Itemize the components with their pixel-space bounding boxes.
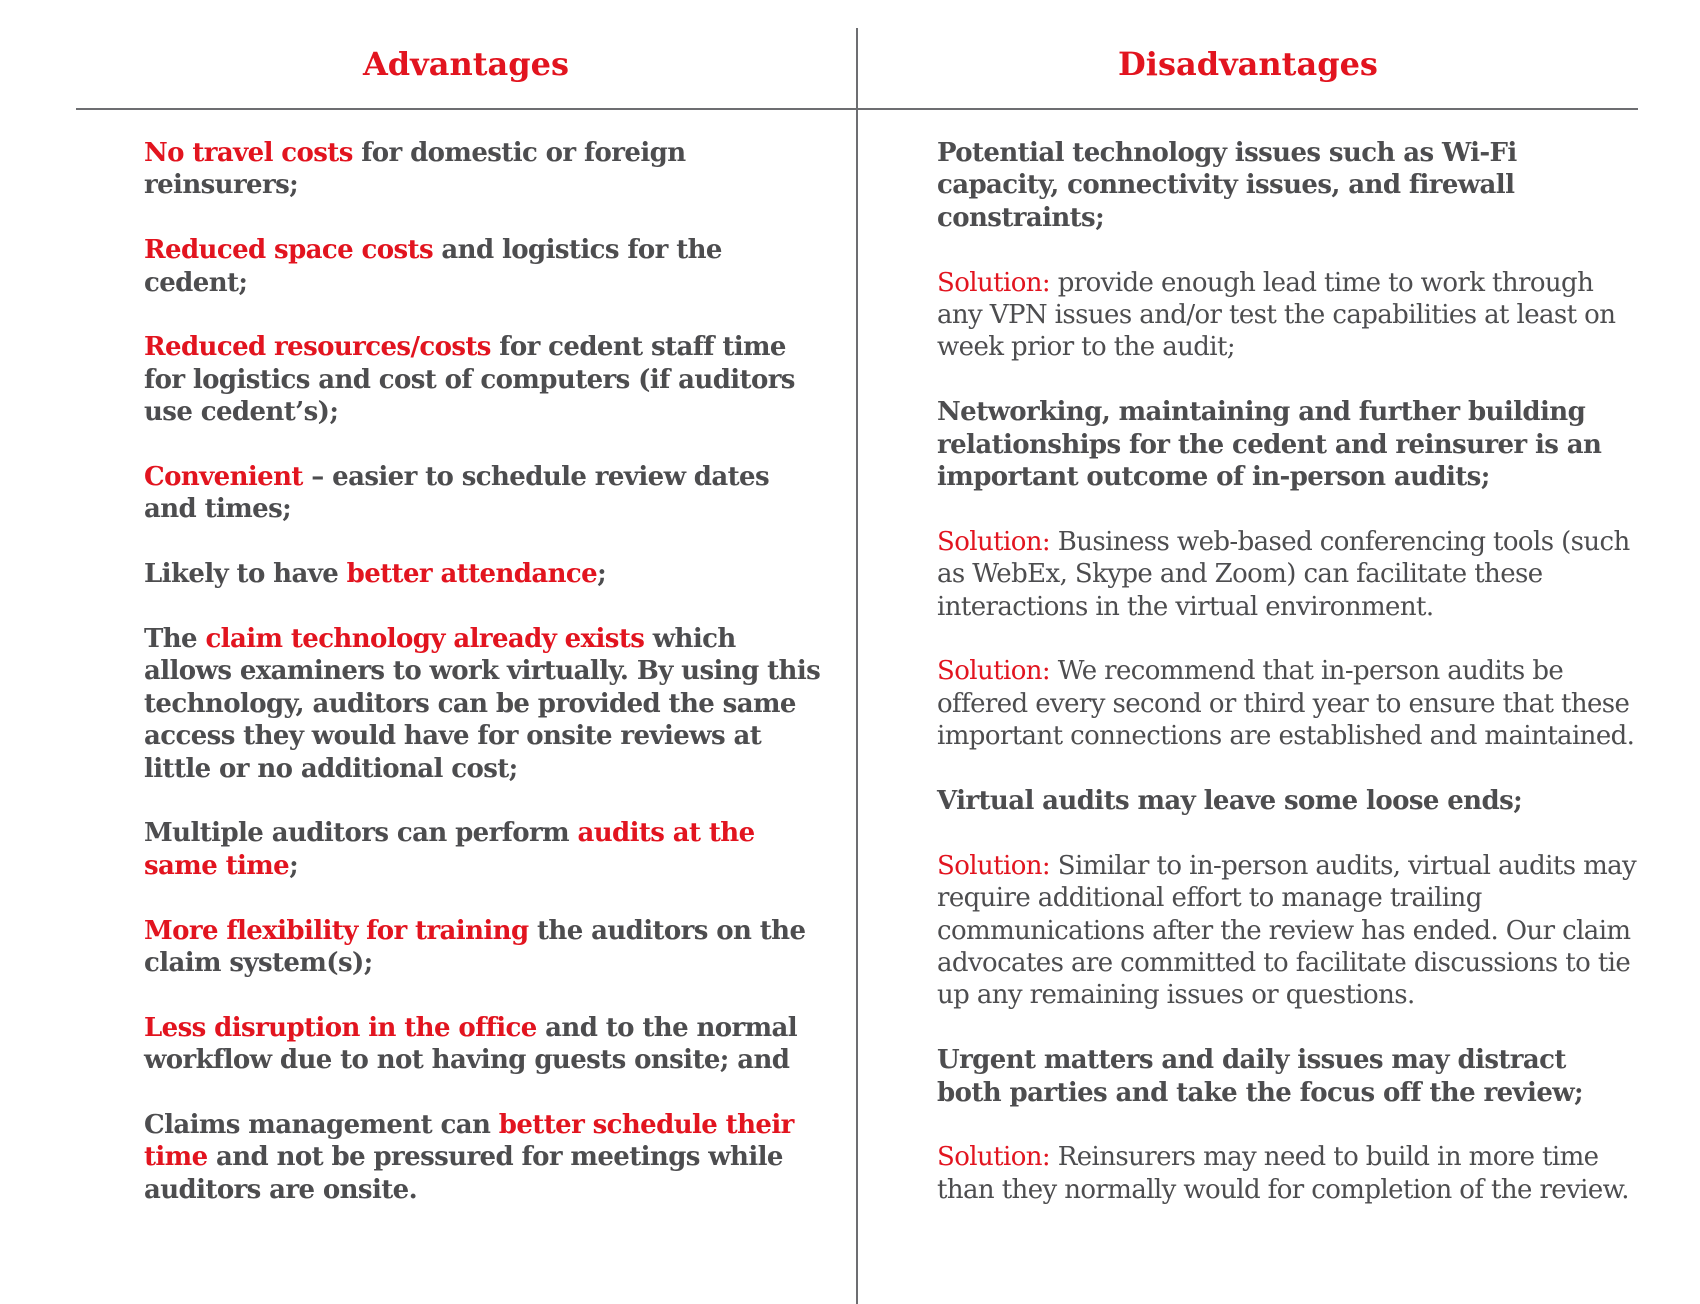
advantage-highlight: Convenient (144, 462, 303, 493)
column-divider (856, 28, 858, 1304)
solution-item (937, 526, 1637, 623)
advantage-item (144, 817, 822, 882)
advantage-item (144, 137, 822, 202)
advantage-item (144, 558, 822, 590)
advantage-highlight: better attendance (346, 559, 598, 590)
advantage-highlight: Less disruption in the office (144, 1012, 537, 1043)
advantage-text: ; (597, 559, 607, 590)
advantage-highlight: claim technology already exists (205, 624, 645, 655)
advantage-highlight: Reduced space costs (144, 235, 433, 266)
advantage-item (144, 1109, 822, 1206)
solution-item (937, 1141, 1637, 1206)
solution-item (937, 850, 1637, 1012)
solution-item (937, 655, 1637, 752)
advantage-text: the auditors on the claim system(s); (144, 915, 806, 979)
disadvantages-column (937, 137, 1637, 1239)
advantages-heading: Advantages (362, 45, 570, 83)
solution-text: Similar to in-person audits, virtual audits may require additional effort to manage trailing communications after the review has ended. Our claim advocates are committed to facilitate discussions to tie up any remaining issues or questions. (937, 850, 1637, 1011)
disadvantage-item: Urgent matters and daily issues may distract both parties and take the focus off the review; (937, 1045, 1584, 1108)
advantage-highlight: No travel costs (144, 138, 353, 168)
solution-text: provide enough lead time to work through any VPN issues and/or test the capabilities at least on week prior to the audit; (937, 267, 1616, 363)
advantage-item (144, 234, 822, 299)
solution-item (937, 267, 1637, 364)
solution-label: Solution: (937, 526, 1051, 557)
solution-label: Solution: (937, 267, 1051, 298)
advantage-item (144, 623, 822, 785)
advantage-highlight: audits at the same time (144, 818, 755, 881)
solution-text: Business web-based conferencing tools (such as WebEx, Skype and Zoom) can facilitate these interactions in the virtual environment. (937, 526, 1630, 622)
solution-text: We recommend that in-person audits be offered every second or third year to ensure that these important connections are established and maintained. (937, 656, 1635, 752)
advantage-text: The (144, 624, 206, 655)
disadvantages-heading: Disadvantages (1118, 45, 1378, 83)
advantage-text: and logistics for the cedent; (144, 235, 722, 298)
advantage-text: – easier to schedule review dates and times; (144, 462, 770, 525)
disadvantage-item: Virtual audits may leave some loose ends; (937, 786, 1523, 817)
advantage-item (144, 461, 822, 526)
disadvantage-item: Potential technology issues such as Wi-Fi capacity, connectivity issues, and firewall constraints; (937, 138, 1517, 233)
advantage-text: Multiple auditors can perform (144, 818, 578, 849)
advantage-item (144, 915, 822, 980)
advantage-text: which allows examiners to work virtually. By using this technology, auditors can be provided the same access they would have for onsite reviews at little or no additional cost; (144, 624, 821, 784)
solution-label: Solution: (937, 656, 1051, 687)
solution-label: Solution: (937, 1142, 1051, 1173)
solution-text: Reinsurers may need to build in more time than they normally would for completion of the review. (937, 1142, 1629, 1205)
solution-label: Solution: (937, 850, 1051, 881)
advantage-text: for domestic or foreign reinsurers; (144, 138, 686, 201)
advantage-text: Claims management can (144, 1110, 499, 1141)
advantage-highlight: More flexibility for training (144, 915, 529, 946)
advantages-column (144, 137, 822, 1239)
advantage-text: and not be pressured for meetings while auditors are onsite. (144, 1142, 783, 1205)
advantage-text: for cedent staff time for logistics and cost of computers (if auditors use cedent’s); (144, 332, 795, 428)
advantage-text: ; (289, 850, 299, 881)
advantage-text: Likely to have (144, 559, 347, 590)
advantage-highlight: better schedule their time (144, 1110, 794, 1173)
advantage-highlight: Reduced resources/costs (144, 332, 491, 363)
disadvantage-item: Networking, maintaining and further building relationships for the cedent and reinsurer is an important outcome of in-person audits; (937, 397, 1602, 493)
advantage-text: and to the normal workflow due to not having guests onsite; and (144, 1012, 798, 1076)
advantage-item (144, 1012, 822, 1077)
advantage-item (144, 331, 822, 428)
